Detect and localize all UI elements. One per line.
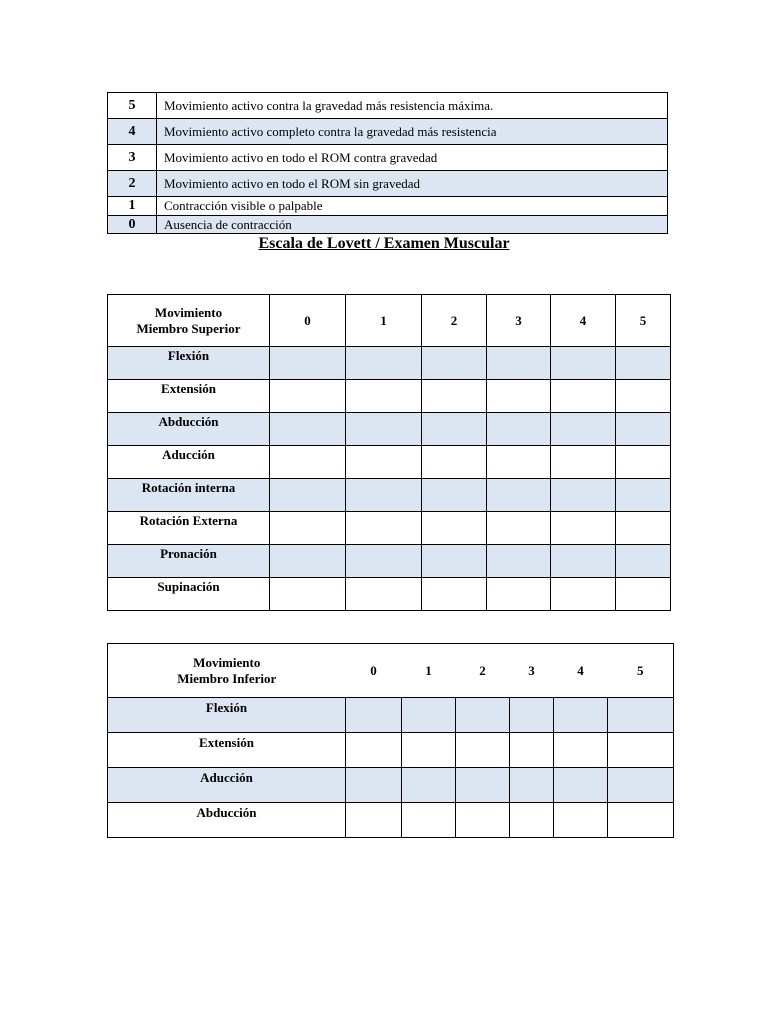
grade-cell[interactable] [551,380,616,413]
table-row [108,803,674,838]
grade-cell[interactable] [616,479,671,512]
grade-cell[interactable] [422,578,487,611]
movement-label: Supinación [108,578,270,611]
table-row [108,578,671,611]
grade-cell[interactable] [551,479,616,512]
grade-cell[interactable] [608,698,674,733]
grade-cell[interactable] [554,733,608,768]
grade-cell[interactable] [346,768,402,803]
scale-description: Movimiento activo completo contra la gravedad más resistencia [157,119,668,145]
grade-cell[interactable] [346,446,422,479]
grade-cell[interactable] [402,803,456,838]
grade-cell[interactable] [487,446,551,479]
grade-cell[interactable] [270,446,346,479]
movement-label: Flexión [108,347,270,380]
scale-row [108,171,668,197]
grade-cell[interactable] [608,803,674,838]
grade-cell[interactable] [616,578,671,611]
grade-cell[interactable] [270,380,346,413]
grade-cell[interactable] [422,347,487,380]
table-row [108,413,671,446]
grade-cell[interactable] [510,733,554,768]
grade-cell[interactable] [510,698,554,733]
grade-header: 0 [270,295,346,347]
grade-cell[interactable] [346,578,422,611]
grade-cell[interactable] [487,512,551,545]
grade-cell[interactable] [346,698,402,733]
grade-cell[interactable] [422,380,487,413]
header-line: Miembro Inferior [177,670,277,686]
scale-grade: 2 [108,171,157,197]
scale-grade: 1 [108,197,157,216]
grade-cell[interactable] [551,512,616,545]
table-row [108,545,671,578]
grade-header: 1 [402,644,456,698]
scale-description: Movimiento activo contra la gravedad más resistencia máxima. [157,93,668,119]
grade-cell[interactable] [551,347,616,380]
grade-cell[interactable] [456,698,510,733]
scale-row [108,93,668,119]
movement-label: Flexión [108,698,346,733]
grade-cell[interactable] [270,545,346,578]
grade-cell[interactable] [270,347,346,380]
grade-cell[interactable] [487,380,551,413]
header-line: Miembro Superior [136,320,241,336]
grade-cell[interactable] [554,698,608,733]
grade-cell[interactable] [402,733,456,768]
scale-description: Movimiento activo en todo el ROM contra gravedad [157,145,668,171]
grade-cell[interactable] [456,803,510,838]
table-row [108,479,671,512]
grade-cell[interactable] [551,545,616,578]
scale-description: Contracción visible o palpable [157,197,668,216]
grade-cell[interactable] [616,446,671,479]
grade-cell[interactable] [608,768,674,803]
grade-cell[interactable] [616,545,671,578]
grade-cell[interactable] [487,347,551,380]
grade-cell[interactable] [551,446,616,479]
movement-label: Aducción [108,768,346,803]
grade-cell[interactable] [554,803,608,838]
movement-label: Rotación interna [108,479,270,512]
grade-cell[interactable] [402,768,456,803]
scale-row [108,197,668,216]
grade-cell[interactable] [422,545,487,578]
grade-cell[interactable] [422,512,487,545]
upper-limb-table [107,294,671,611]
scale-grade: 3 [108,145,157,171]
table-row [108,698,674,733]
grade-cell[interactable] [487,413,551,446]
movement-label: Extensión [108,733,346,768]
grade-cell[interactable] [616,380,671,413]
scale-row [108,119,668,145]
grade-cell[interactable] [270,512,346,545]
scale-row [108,145,668,171]
scale-grade: 5 [108,93,157,119]
grade-cell[interactable] [346,413,422,446]
movement-label: Aducción [108,446,270,479]
page-title: Escala de Lovett / Examen Muscular [258,235,510,252]
movement-label: Pronación [108,545,270,578]
table-row [108,768,674,803]
lower-limb-table [107,643,674,838]
grade-cell[interactable] [554,768,608,803]
scale-row [108,216,668,234]
grade-cell[interactable] [422,446,487,479]
grade-cell[interactable] [608,733,674,768]
grade-header: 3 [487,295,551,347]
grade-cell[interactable] [346,545,422,578]
grade-cell[interactable] [456,733,510,768]
grade-header: 4 [551,295,616,347]
grade-cell[interactable] [487,578,551,611]
grade-cell[interactable] [346,347,422,380]
grade-header: 1 [346,295,422,347]
movement-header [108,644,346,698]
movement-header [108,295,270,347]
grade-cell[interactable] [616,347,671,380]
grade-cell[interactable] [551,578,616,611]
grade-header: 2 [422,295,487,347]
grade-cell[interactable] [510,768,554,803]
grade-cell[interactable] [346,803,402,838]
grade-cell[interactable] [551,413,616,446]
grade-cell[interactable] [270,413,346,446]
grade-cell[interactable] [616,512,671,545]
grade-header: 0 [346,644,402,698]
scale-description: Movimiento activo en todo el ROM sin gravedad [157,171,668,197]
table-row [108,347,671,380]
scale-grade: 0 [108,216,157,234]
grade-header: 5 [616,295,671,347]
table-header-row [108,644,674,698]
grade-cell[interactable] [616,413,671,446]
grade-header: 5 [608,644,674,698]
grade-cell[interactable] [270,578,346,611]
grade-cell[interactable] [487,479,551,512]
grade-cell[interactable] [346,479,422,512]
movement-label: Abducción [108,803,346,838]
grade-header: 3 [510,644,554,698]
scale-description: Ausencia de contracción [157,216,668,234]
grade-cell[interactable] [346,512,422,545]
header-line: Movimiento [193,654,261,670]
movement-label: Extensión [108,380,270,413]
grade-scale-table [107,92,668,234]
scale-grade: 4 [108,119,157,145]
grade-cell[interactable] [270,479,346,512]
table-row [108,512,671,545]
movement-label: Rotación Externa [108,512,270,545]
movement-label: Abducción [108,413,270,446]
table-row [108,733,674,768]
table-row [108,446,671,479]
grade-cell[interactable] [422,413,487,446]
grade-cell[interactable] [346,380,422,413]
grade-cell[interactable] [422,479,487,512]
table-header-row [108,295,671,347]
grade-cell[interactable] [510,803,554,838]
grade-cell[interactable] [487,545,551,578]
table-row [108,380,671,413]
grade-cell[interactable] [456,768,510,803]
grade-header: 2 [456,644,510,698]
header-line: Movimiento [154,304,223,320]
grade-cell[interactable] [346,733,402,768]
grade-header: 4 [554,644,608,698]
grade-cell[interactable] [402,698,456,733]
